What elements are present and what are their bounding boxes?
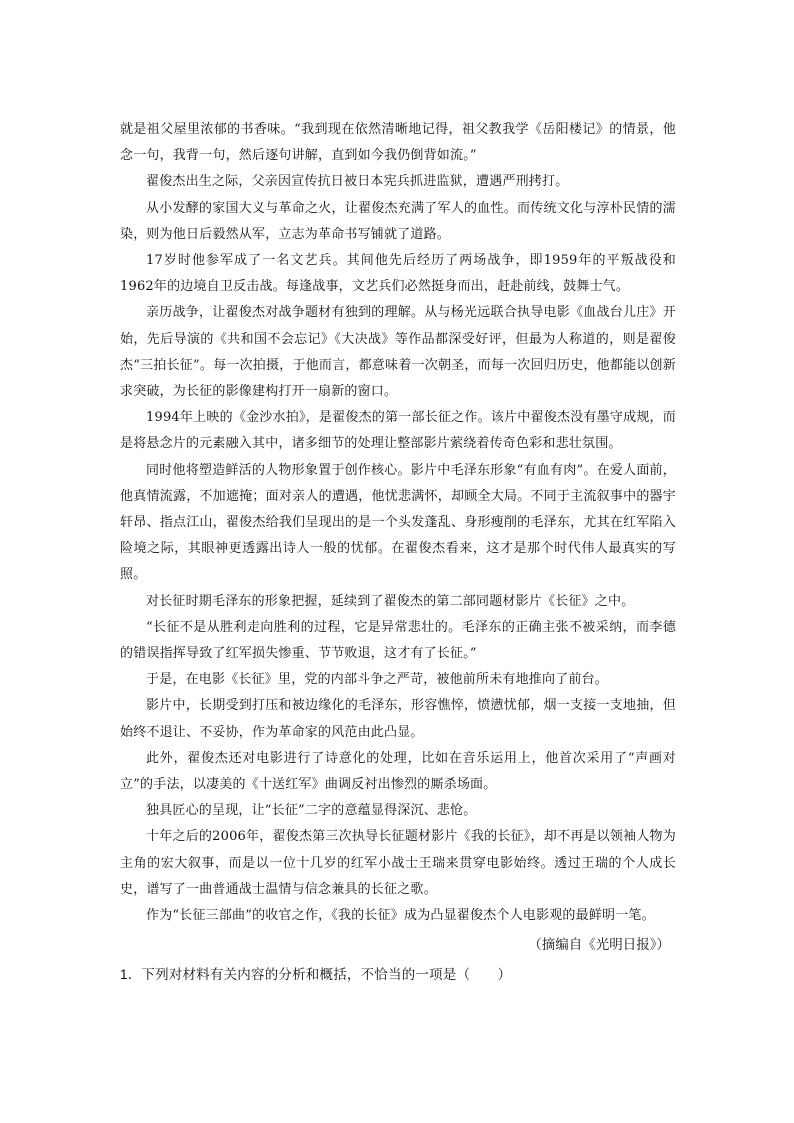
article-paragraph: 17岁时他参军成了一名文艺兵。其间他先后经历了两场战争，即1959年的平叛战役和1962年的边境自卫反击战。每逢战事，文艺兵们必然挺身而出，赶赴前线，鼓舞士气。	[120, 253, 676, 295]
article-paragraph: “长征不是从胜利走向胜利的过程，它是异常悲壮的。毛泽东的正确主张不被采纳，而李德的错误指挥导致了红军损失惨重、节节败退，这才有了长征。”	[120, 619, 676, 662]
article-paragraph: 独具匠心的呈现，让“长征”二字的意蕴显得深沉、悲怆。	[146, 803, 477, 819]
article-source: （摘编自《光明日报》）	[528, 937, 670, 953]
article-paragraph: 从小发酵的家国大义与革命之火，让翟俊杰充满了军人的血性。而传统文化与淳朴民情的濡染，则为他日后毅然从军，立志为革命书写铺就了道路。	[120, 200, 676, 242]
article-paragraph: 影片中，长期受到打压和被边缘化的毛泽东，形容憔悴，愤懑忧郁，烟一支接一支地抽，但始终不退让、不妥协，作为革命家的风范由此凸显。	[120, 698, 676, 740]
question-stem: 1．下列对材料有关内容的分析和概括，不恰当的一项是（ ）	[120, 967, 512, 983]
article-body	[120, 117, 676, 929]
article-paragraph: 作为“长征三部曲”的收官之作，《我的长征》成为凸显翟俊杰个人电影观的最鲜明一笔。	[146, 908, 655, 924]
article-paragraph: 翟俊杰出生之际，父亲因宣传抗日被日本宪兵抓进监狱，遭遇严刑拷打。	[146, 174, 569, 190]
article-paragraph: 十年之后的2006年，翟俊杰第三次执导长征题材影片《我的长征》，却不再是以领袖人物为主角的宏大叙事，而是以一位十几岁的红军小战士王瑞来贯穿电影始终。透过王瑞的个人成长史，谱写了一曲普通战士温情与信念兼具的长征之歌。	[120, 829, 676, 897]
article-paragraph: 1994年上映的《金沙水拍》，是翟俊杰的第一部长征之作。该片中翟俊杰没有墨守成规，而是将悬念片的元素融入其中，诸多细节的处理让整部影片萦绕着传奇色彩和悲壮氛围。	[120, 410, 676, 452]
document-page	[120, 117, 676, 988]
article-paragraph: 于是，在电影《长征》里，党的内部斗争之严苛，被他前所未有地推向了前台。	[146, 672, 609, 688]
article-paragraph: 就是祖父屋里浓郁的书香味。“我到现在依然清晰地记得，祖父教我学《岳阳楼记》的情景，他念一句，我背一句，然后逐句讲解，直到如今我仍倒背如流。”	[120, 122, 676, 164]
article-paragraph: 亲历战争，让翟俊杰对战争题材有独到的理解。从与杨光远联合执导电影《血战台儿庄》开始，先后导演的《共和国不会忘记》《大决战》等作品都深受好评，但最为人称道的，则是翟俊杰“三拍长征”。每一次拍摄，于他而言，都意味着一次朝圣，而每一次回归历史，他都能以创新求突破，为长征的影像建构打开一扇新的窗口。	[120, 305, 676, 400]
article-paragraph: 同时他将塑造鲜活的人物形象置于创作核心。影片中毛泽东形象“有血有肉”。在爱人面前，他真情流露，不加遮掩；面对亲人的遭遇，他忧悲满怀，却顾全大局。不同于主流叙事中的器宇轩昂、指点江山，翟俊杰给我们呈现出的是一个头发蓬乱、身形瘦削的毛泽东，尤其在红军陷入险境之际，其眼神更透露出诗人一般的忧郁。在翟俊杰看来，这才是那个时代伟人最真实的写照。	[120, 462, 676, 583]
article-paragraph: 对长征时期毛泽东的形象把握，延续到了翟俊杰的第二部同题材影片《长征》之中。	[146, 593, 635, 609]
article-paragraph: 此外，翟俊杰还对电影进行了诗意化的处理，比如在音乐运用上，他首次采用了“声画对立”的手法，以凄美的《十送红军》曲调反衬出惨烈的厮杀场面。	[120, 750, 676, 793]
